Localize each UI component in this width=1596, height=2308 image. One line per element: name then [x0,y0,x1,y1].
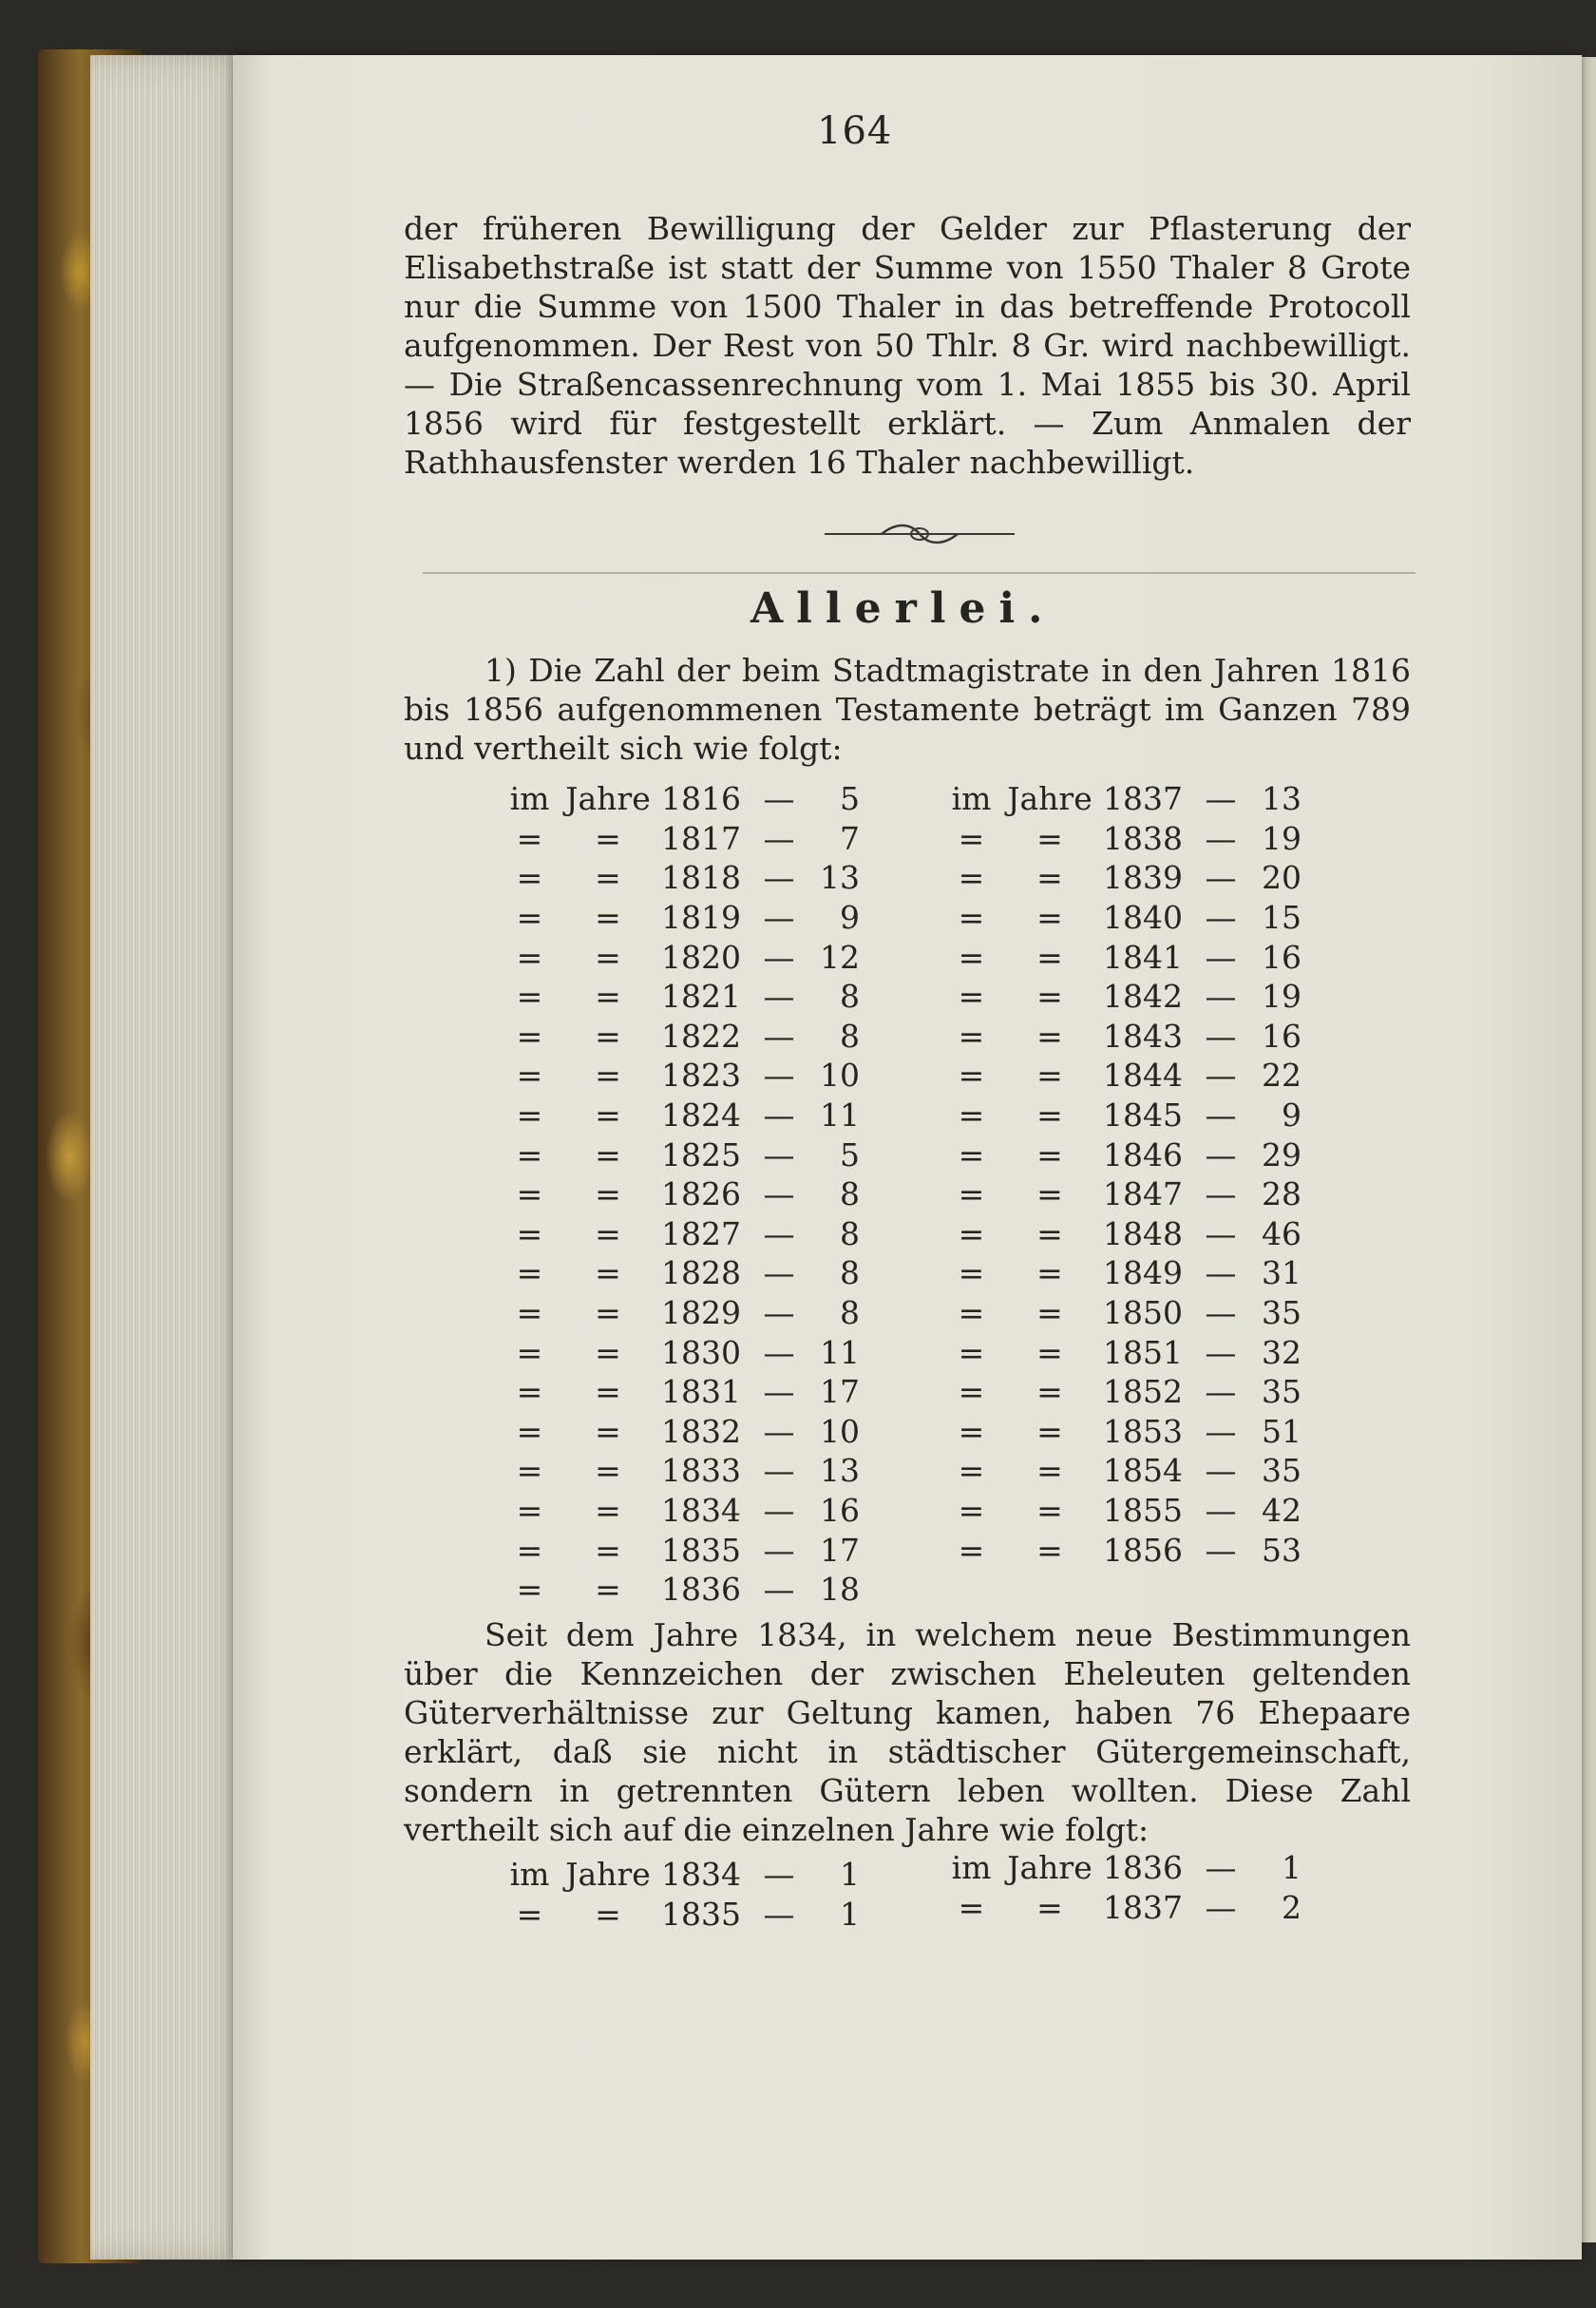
row-year: 1837 [1103,1888,1183,1926]
table-row [940,1332,1302,1372]
row-count: 16 [820,1491,860,1529]
table-row [940,858,1302,898]
row-count: 13 [820,859,860,897]
row-count: 42 [1262,1491,1302,1529]
row-year: 1852 [1103,1373,1183,1411]
row-label-b: = [1036,1888,1063,1926]
section-heading: Allerlei. [750,584,1056,633]
row-dash: — [763,1856,795,1894]
row-label-b: = [595,1254,621,1292]
marriages-table-right [940,1848,1302,1927]
table-row [940,1096,1302,1135]
row-count: 8 [840,1214,860,1252]
table-row [499,1332,860,1372]
table-row [940,819,1302,859]
row-year: 1818 [661,859,741,897]
row-label-b: Jahre [565,780,651,818]
row-year: 1835 [661,1895,741,1933]
row-label-a: = [958,1888,985,1926]
row-dash: — [763,1254,795,1292]
row-count: 16 [1262,1017,1302,1055]
row-label-a: = [516,1571,543,1609]
row-label-a: = [516,1294,543,1332]
row-dash: — [1205,1491,1237,1529]
row-label-b: = [595,1452,621,1490]
row-label-b: = [595,1057,621,1095]
row-label-a: = [958,1254,985,1292]
marriages-table-left [499,1855,860,1934]
row-dash: — [763,859,795,897]
table-row [940,1253,1302,1293]
row-count: 53 [1262,1531,1302,1569]
table-row [499,937,860,977]
row-year: 1829 [661,1294,741,1332]
row-year: 1836 [661,1571,741,1609]
row-year: 1819 [661,899,741,937]
row-label-b: = [595,859,621,897]
row-label-b: = [1036,1017,1063,1055]
row-year: 1851 [1103,1333,1183,1371]
table-row [499,1855,860,1895]
row-year: 1822 [661,1017,741,1055]
row-label-b: = [1036,1491,1063,1529]
row-year: 1849 [1103,1254,1183,1292]
table-row [499,977,860,1017]
row-label-a: = [516,1214,543,1252]
table-row [499,1214,860,1254]
row-year: 1834 [661,1856,741,1894]
row-count: 46 [1262,1214,1302,1252]
row-year: 1830 [661,1333,741,1371]
row-dash: — [1205,1214,1237,1252]
row-dash: — [1205,1294,1237,1332]
row-year: 1834 [661,1491,741,1529]
row-count: 35 [1262,1294,1302,1332]
row-dash: — [763,1017,795,1055]
table-row [499,1491,860,1531]
row-label-b: = [595,819,621,857]
row-dash: — [763,819,795,857]
row-label-b: = [595,1373,621,1411]
testaments-paragraph: 1) Die Zahl der beim Stadtmagistrate in den Jahren 1816 bis 1856 aufgenommenen Testamente beträgt im Ganzen 789 und vertheilt sich wie folgt: [404,652,1411,767]
row-dash: — [763,1373,795,1411]
row-year: 1843 [1103,1017,1183,1055]
row-label-b: = [595,1571,621,1609]
table-row [499,1293,860,1333]
table-row [940,1017,1302,1057]
row-label-b: = [1036,819,1063,857]
row-year: 1839 [1103,859,1183,897]
row-count: 35 [1262,1452,1302,1490]
row-dash: — [1205,938,1237,976]
table-row [499,898,860,938]
row-year: 1856 [1103,1531,1183,1569]
row-count: 19 [1262,819,1302,857]
row-label-a: = [516,1017,543,1055]
row-count: 11 [820,1097,860,1135]
ornament-divider-icon [825,518,1015,550]
row-label-a: = [516,1097,543,1135]
row-dash: — [1205,1254,1237,1292]
row-dash: — [763,1294,795,1332]
row-label-b: = [595,1491,621,1529]
row-count: 19 [1262,978,1302,1016]
row-label-b: = [1036,1452,1063,1490]
row-label-b: = [1036,1294,1063,1332]
table-row [940,1214,1302,1254]
row-label-a: = [516,1057,543,1095]
row-label-a: = [958,1333,985,1371]
row-count: 16 [1262,938,1302,976]
row-count: 18 [820,1571,860,1609]
row-count: 29 [1262,1135,1302,1173]
row-label-a: = [958,1135,985,1173]
row-count: 8 [840,1294,860,1332]
row-dash: — [763,780,795,818]
table-row [499,1174,860,1214]
table-row [940,1174,1302,1214]
table-row [499,1135,860,1174]
row-year: 1855 [1103,1491,1183,1529]
table-row [940,1491,1302,1531]
row-label-a: = [516,1895,543,1933]
row-label-b: = [1036,1097,1063,1135]
row-count: 1 [840,1895,860,1933]
row-count: 17 [820,1531,860,1569]
row-year: 1847 [1103,1175,1183,1213]
table-row [499,858,860,898]
row-label-b: = [595,1017,621,1055]
row-count: 2 [1282,1888,1302,1926]
row-label-a: = [516,1491,543,1529]
row-label-b: = [595,1333,621,1371]
row-label-b: Jahre [1007,780,1092,818]
row-dash: — [763,1057,795,1095]
row-year: 1842 [1103,978,1183,1016]
row-label-b: = [595,1531,621,1569]
table-row [940,1888,1302,1928]
row-dash: — [763,1571,795,1609]
row-year: 1848 [1103,1214,1183,1252]
row-count: 8 [840,1017,860,1055]
row-label-b: = [595,1175,621,1213]
row-label-b: = [1036,1531,1063,1569]
row-count: 8 [840,978,860,1016]
row-label-a: = [516,1412,543,1450]
row-dash: — [763,1452,795,1490]
row-year: 1825 [661,1135,741,1173]
row-label-a: = [958,899,985,937]
table-row [499,779,860,819]
row-dash: — [763,1175,795,1213]
row-label-a: = [958,1531,985,1569]
row-label-b: = [1036,1175,1063,1213]
row-label-a: = [516,1333,543,1371]
row-count: 20 [1262,859,1302,897]
row-label-a: im [509,780,550,818]
row-label-b: = [595,1412,621,1450]
row-label-a: = [958,1057,985,1095]
row-label-a: = [958,1175,985,1213]
row-year: 1823 [661,1057,741,1095]
row-label-b: = [595,1135,621,1173]
row-label-b: = [1036,1373,1063,1411]
table-row [499,1530,860,1570]
row-label-a: = [516,1135,543,1173]
row-label-b: = [595,978,621,1016]
row-label-a: = [516,1531,543,1569]
row-count: 10 [820,1057,860,1095]
row-label-a: = [958,1373,985,1411]
row-year: 1853 [1103,1412,1183,1450]
marriages-paragraph: Seit dem Jahre 1834, in welchem neue Bestimmungen über die Kennzeichen der zwischen Eheleuten geltenden Güterverhältnisse zur Geltung kamen, haben 76 Ehepaare erklärt, daß sie nicht in städtischer Gütergemeinschaft, sondern in getrennten Gütern leben wollten. Diese Zahl vertheilt sich auf die einzelnen Jahre wie folgt: [404,1616,1411,1848]
table-row [940,1530,1302,1570]
row-count: 51 [1262,1412,1302,1450]
row-label-a: = [958,978,985,1016]
table-row [940,1056,1302,1096]
row-dash: — [1205,1888,1237,1926]
row-dash: — [1205,978,1237,1016]
row-label-a: im [509,1856,550,1894]
row-label-a: = [958,1294,985,1332]
row-label-b: = [1036,899,1063,937]
row-dash: — [763,1412,795,1450]
row-dash: — [763,978,795,1016]
row-label-b: = [1036,978,1063,1016]
row-dash: — [763,899,795,937]
row-year: 1838 [1103,819,1183,857]
row-count: 32 [1262,1333,1302,1371]
row-label-b: = [595,899,621,937]
table-row [940,937,1302,977]
table-row [940,1372,1302,1412]
table-row [940,779,1302,819]
row-dash: — [1205,1373,1237,1411]
row-label-b: Jahre [565,1856,651,1894]
row-count: 5 [840,780,860,818]
row-year: 1850 [1103,1294,1183,1332]
row-label-a: = [958,1017,985,1055]
row-dash: — [1205,1452,1237,1490]
section-rule [423,572,1416,574]
row-count: 22 [1262,1057,1302,1095]
row-count: 28 [1262,1175,1302,1213]
row-count: 10 [820,1412,860,1450]
intro-paragraph: der früheren Bewilligung der Gelder zur Pflasterung der Elisabethstraße ist statt der Summe von 1550 Thaler 8 Grote nur die Summe von 1500 Thaler in das betreffende Protocoll aufgenommen. Der Rest von 50 Thlr. 8 Gr. wird nachbewilligt. — Die Straßencassenrechnung vom 1. Mai 1855 bis 30. April 1856 wird für festgestellt erklärt. — Zum Anmalen der Rathhausfenster werden 16 Thaler nachbewilligt. [404,210,1411,481]
row-year: 1836 [1103,1849,1183,1887]
row-year: 1837 [1103,780,1183,818]
row-label-a: = [516,859,543,897]
row-dash: — [1205,1097,1237,1135]
row-label-a: = [516,1452,543,1490]
row-dash: — [1205,1017,1237,1055]
page-edges [90,55,252,2260]
row-label-b: = [1036,1333,1063,1371]
row-label-b: = [595,1895,621,1933]
row-count: 1 [840,1856,860,1894]
row-dash: — [763,1895,795,1933]
row-count: 15 [1262,899,1302,937]
row-count: 12 [820,938,860,976]
row-label-a: = [958,1452,985,1490]
row-dash: — [1205,819,1237,857]
row-label-b: = [595,1214,621,1252]
row-dash: — [1205,859,1237,897]
testaments-table-right [940,779,1302,1570]
row-label-a: = [516,899,543,937]
table-row [940,1293,1302,1333]
row-label-a: = [958,1491,985,1529]
row-year: 1817 [661,819,741,857]
row-label-b: Jahre [1007,1849,1092,1887]
row-count: 9 [840,899,860,937]
row-dash: — [1205,1135,1237,1173]
row-dash: — [1205,1057,1237,1095]
row-label-a: = [958,1097,985,1135]
table-row [499,1056,860,1096]
row-year: 1816 [661,780,741,818]
table-row [940,1451,1302,1491]
row-year: 1854 [1103,1452,1183,1490]
row-year: 1840 [1103,899,1183,937]
table-row [940,977,1302,1017]
table-row [940,1848,1302,1888]
row-label-a: = [958,1412,985,1450]
row-year: 1831 [661,1373,741,1411]
row-count: 35 [1262,1373,1302,1411]
row-label-a: = [516,1175,543,1213]
row-count: 7 [840,819,860,857]
row-label-a: = [958,938,985,976]
row-label-a: = [958,819,985,857]
row-label-b: = [1036,938,1063,976]
table-row [499,1253,860,1293]
row-label-a: = [958,1214,985,1252]
row-label-a: im [951,780,992,818]
row-label-a: = [516,1373,543,1411]
table-row [499,1451,860,1491]
row-year: 1824 [661,1097,741,1135]
row-label-b: = [1036,1135,1063,1173]
row-count: 5 [840,1135,860,1173]
row-count: 1 [1282,1849,1302,1887]
table-row [940,1135,1302,1174]
row-year: 1820 [661,938,741,976]
page-number: 164 [817,109,893,153]
row-dash: — [1205,1412,1237,1450]
row-label-a: = [516,819,543,857]
row-label-b: = [595,1294,621,1332]
row-dash: — [763,1491,795,1529]
row-dash: — [1205,1333,1237,1371]
row-count: 31 [1262,1254,1302,1292]
row-label-a: = [516,938,543,976]
row-dash: — [763,1135,795,1173]
row-label-b: = [1036,1214,1063,1252]
row-dash: — [763,1531,795,1569]
table-row [499,819,860,859]
row-count: 13 [1262,780,1302,818]
testaments-table-left [499,779,860,1609]
row-year: 1833 [661,1452,741,1490]
table-row [499,1570,860,1610]
row-label-b: = [1036,859,1063,897]
row-dash: — [763,1333,795,1371]
row-dash: — [763,938,795,976]
row-dash: — [1205,1531,1237,1569]
table-row [499,1372,860,1412]
row-year: 1828 [661,1254,741,1292]
row-dash: — [763,1214,795,1252]
row-label-b: = [595,938,621,976]
row-dash: — [763,1097,795,1135]
table-row [499,1096,860,1135]
row-year: 1845 [1103,1097,1183,1135]
row-dash: — [1205,780,1237,818]
row-year: 1832 [661,1412,741,1450]
row-count: 8 [840,1254,860,1292]
row-dash: — [1205,1175,1237,1213]
table-row [499,1412,860,1452]
table-row [940,898,1302,938]
table-row [940,1412,1302,1452]
row-label-a: = [516,1254,543,1292]
row-count: 13 [820,1452,860,1490]
row-year: 1844 [1103,1057,1183,1095]
row-dash: — [1205,1849,1237,1887]
row-count: 8 [840,1175,860,1213]
row-label-a: im [951,1849,992,1887]
table-row [499,1017,860,1057]
row-label-b: = [1036,1254,1063,1292]
row-year: 1827 [661,1214,741,1252]
row-year: 1821 [661,978,741,1016]
row-count: 9 [1282,1097,1302,1135]
row-dash: — [1205,899,1237,937]
row-year: 1826 [661,1175,741,1213]
row-label-b: = [1036,1412,1063,1450]
row-year: 1841 [1103,938,1183,976]
row-year: 1835 [661,1531,741,1569]
row-label-b: = [595,1097,621,1135]
row-year: 1846 [1103,1135,1183,1173]
row-count: 17 [820,1373,860,1411]
row-label-a: = [516,978,543,1016]
table-row [499,1895,860,1935]
row-label-b: = [1036,1057,1063,1095]
row-count: 11 [820,1333,860,1371]
row-label-a: = [958,859,985,897]
